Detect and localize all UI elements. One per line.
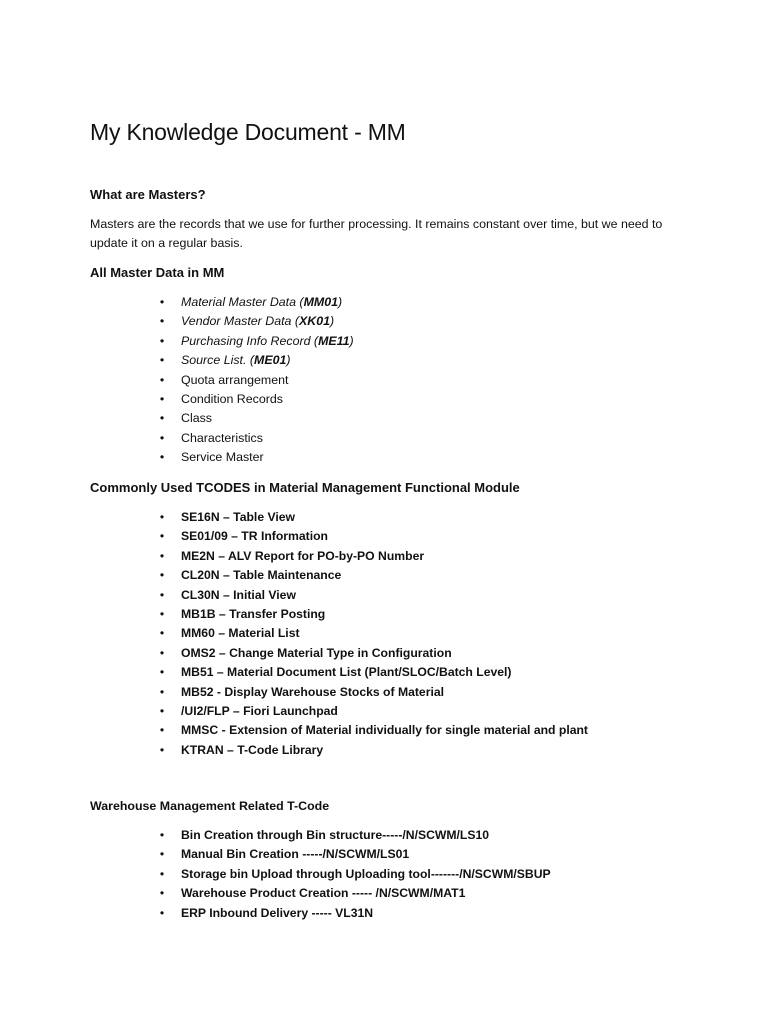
master-data-item-label: Condition Records [181,391,283,406]
master-data-item-tcode: XK01 [299,314,330,329]
warehouse-tcode-item [0,826,551,845]
bullet-icon: • [159,529,165,544]
master-data-item-label: Quota arrangement [181,372,289,387]
master-data-item-label: Class [181,411,212,426]
bullet-icon: • [159,450,165,465]
warehouse-tcode-item-text: Storage bin Upload through Uploading tool-------/N/SCWM/SBUP [181,866,551,881]
tcode-item-text: MB1B – Transfer Posting [181,606,326,621]
master-data-item [0,371,354,390]
warehouse-tcodes-heading: Warehouse Management Related T-Code [90,799,330,813]
tcode-item-text: SE01/09 – TR Information [181,529,328,544]
bullet-icon: • [159,510,165,524]
master-data-item [0,390,354,409]
bullet-icon: • [159,587,165,602]
master-data-item [0,429,354,448]
warehouse-tcode-item [0,865,551,884]
tcode-item [0,702,588,721]
bullet-icon: • [159,295,165,309]
tcode-item [0,683,588,702]
warehouse-tcode-item [0,884,551,903]
master-data-item [0,332,354,351]
tcode-item [0,566,588,585]
tcode-item [0,527,588,546]
master-data-item [0,448,354,467]
master-data-item-label: Service Master [181,450,264,465]
bullet-icon: • [159,665,165,680]
bullet-icon: • [159,430,165,445]
warehouse-tcode-item-text: Warehouse Product Creation ----- /N/SCWM/MAT1 [181,886,466,901]
bullet-icon: • [159,314,165,329]
document-title: My Knowledge Document - MM [90,119,406,145]
bullet-icon: • [159,684,165,699]
bullet-icon: • [159,828,165,842]
warehouse-tcode-item [0,845,551,864]
bullet-icon: • [159,742,165,757]
tcode-item [0,663,588,682]
tcode-item-text: OMS2 – Change Material Type in Configuration [181,645,452,660]
master-data-item-label: Characteristics [181,430,263,445]
warehouse-tcode-item-text: ERP Inbound Delivery ----- VL31N [181,905,374,920]
masters-heading: What are Masters? [90,187,206,202]
tcode-item [0,644,588,663]
tcode-item-text: SE16N – Table View [181,510,296,524]
master-data-item-label: Source List. ( [181,353,254,368]
master-data-list [0,293,354,468]
tcode-item-text: ME2N – ALV Report for PO-by-PO Number [181,548,425,563]
master-data-item-label: Material Master Data ( [181,295,304,309]
warehouse-tcode-item-text: Bin Creation through Bin structure-----/N/SCWM/LS10 [181,828,490,842]
master-data-item-label: Vendor Master Data ( [181,314,299,329]
bullet-icon: • [159,703,165,718]
tcode-item-text: MMSC - Extension of Material individually for single material and plant [181,723,588,738]
bullet-icon: • [159,391,165,406]
tcode-item [0,741,588,760]
warehouse-tcode-item-text: Manual Bin Creation -----/N/SCWM/LS01 [181,847,410,862]
all-master-data-heading: All Master Data in MM [90,265,225,280]
tcodes-heading: Commonly Used TCODES in Material Management Functional Module [90,480,520,495]
bullet-icon: • [159,353,165,368]
tcode-item-text: CL20N – Table Maintenance [181,568,342,583]
master-data-item [0,312,354,331]
bullet-icon: • [159,723,165,738]
tcode-item-text: CL30N – Initial View [181,587,296,602]
bullet-icon: • [159,548,165,563]
tcode-item-text: MB52 - Display Warehouse Stocks of Material [181,684,445,699]
tcodes-list [0,508,588,760]
tcode-item [0,547,588,566]
master-data-item-suffix: ) [286,353,291,368]
bullet-icon: • [159,886,165,901]
bullet-icon: • [159,645,165,660]
tcode-item-text: MB51 – Material Document List (Plant/SLOC/Batch Level) [181,665,512,680]
tcode-item [0,605,588,624]
master-data-item-suffix: ) [338,295,343,309]
master-data-item-suffix: ) [349,333,354,348]
master-data-item-suffix: ) [330,314,335,329]
tcode-item-text: /UI2/FLP – Fiori Launchpad [181,703,338,718]
master-data-item-label: Purchasing Info Record ( [181,333,319,348]
tcode-item [0,586,588,605]
warehouse-tcodes-list [0,826,551,923]
master-data-item [0,293,354,312]
bullet-icon: • [159,568,165,583]
bullet-icon: • [159,905,165,920]
bullet-icon: • [159,333,165,348]
tcode-item [0,508,588,527]
bullet-icon: • [159,626,165,641]
tcode-item [0,721,588,740]
bullet-icon: • [159,606,165,621]
bullet-icon: • [159,411,165,426]
tcode-item-text: MM60 – Material List [181,626,300,641]
bullet-icon: • [159,866,165,881]
bullet-icon: • [159,847,165,862]
warehouse-tcode-item [0,904,551,923]
master-data-item-tcode: MM01 [303,295,339,309]
tcode-item [0,624,588,643]
masters-paragraph: Masters are the records that we use for further processing. It remains constant over time, but we need to update it on a regular basis. [90,217,663,250]
bullet-icon: • [159,372,165,387]
tcode-item-text: KTRAN – T-Code Library [181,742,324,757]
master-data-item [0,409,354,428]
master-data-item-tcode: ME11 [318,333,350,348]
master-data-item-tcode: ME01 [254,353,287,368]
master-data-item [0,351,354,370]
